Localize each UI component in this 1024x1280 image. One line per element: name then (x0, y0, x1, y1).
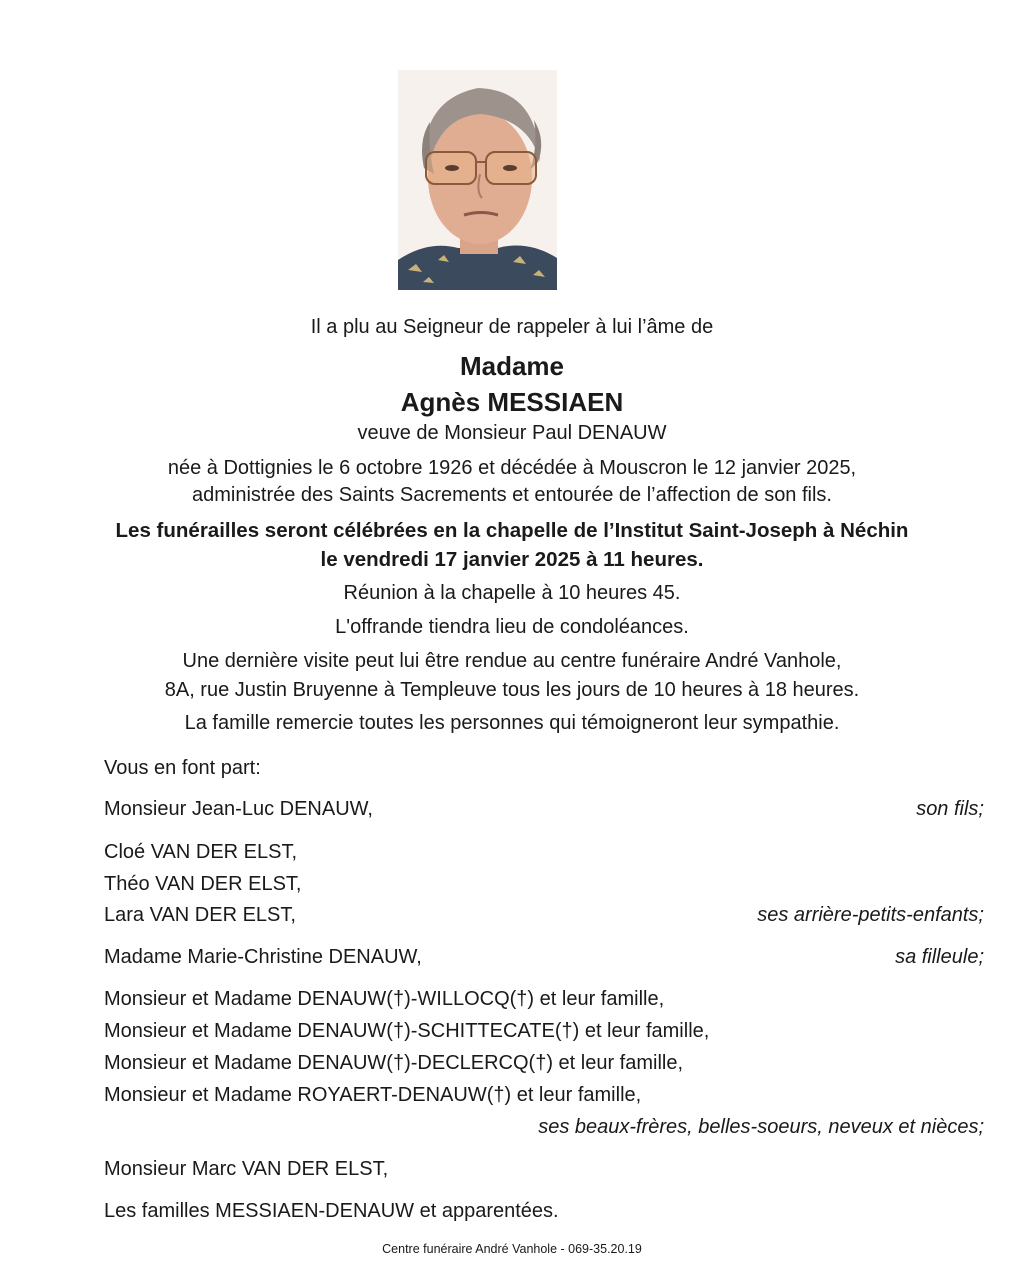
intro-text: Il a plu au Seigneur de rappeler à lui l’âme de (310, 316, 714, 338)
funeral-date: le vendredi 17 janvier 2025 à 11 heures. (320, 548, 704, 571)
widow-of-text: veuve de Monsieur Paul DENAUW (357, 422, 667, 444)
offering-text: L'offrande tiendra lieu de condoléances. (335, 616, 689, 638)
visit-text-2: 8A, rue Justin Bruyenne à Templeuve tous les jours de 10 heures à 18 heures. (164, 679, 860, 701)
thanks-text: La famille remercie toutes les personnes qui témoigneront leur sympathie. (184, 712, 840, 734)
birth-death-text: née à Dottignies le 6 octobre 1926 et décédée à Mouscron le 12 janvier 2025, (167, 457, 857, 479)
family-row: Monsieur et Madame DENAUW(†)-WILLOCQ(†) et leur famille, (104, 988, 665, 1010)
honorific-title: Madame (459, 351, 565, 381)
family-row: Monsieur et Madame DENAUW(†)-SCHITTECATE(†) et leur famille, (104, 1020, 710, 1042)
inlaws-relation: ses beaux-frères, belles-soeurs, neveux et nièces; (538, 1116, 984, 1138)
visit-text-1: Une dernière visite peut lui être rendue au centre funéraire André Vanhole, (182, 650, 842, 672)
family-row: Théo VAN DER ELST, (104, 873, 302, 895)
meeting-text: Réunion à la chapelle à 10 heures 45. (343, 582, 681, 604)
family-row: Monsieur et Madame ROYAERT-DENAUW(†) et leur famille, (104, 1084, 642, 1106)
announce-text: Vous en font part: (104, 757, 261, 779)
footer-contact: Centre funéraire André Vanhole - 069-35.20.19 (382, 1242, 642, 1256)
family-row: Lara VAN DER ELST, ses arrière-petits-enfants; (104, 904, 984, 926)
deceased-name: Agnès MESSIAEN (400, 387, 624, 417)
family-row: Monsieur et Madame DENAUW(†)-DECLERCQ(†) et leur famille, (104, 1052, 684, 1074)
family-row: Monsieur Jean-Luc DENAUW, son fils; (104, 798, 984, 820)
family-row: Monsieur Marc VAN DER ELST, (104, 1158, 389, 1180)
sacraments-text: administrée des Saints Sacrements et entourée de l’affection de son fils. (192, 484, 832, 506)
funeral-location: Les funérailles seront célébrées en la chapelle de l’Institut Saint-Joseph à Néchin (115, 519, 909, 542)
family-row: Les familles MESSIAEN-DENAUW et apparentées. (104, 1200, 559, 1222)
portrait-photo (398, 70, 557, 290)
family-row: Cloé VAN DER ELST, (104, 841, 298, 863)
family-row: Madame Marie-Christine DENAUW, sa filleule; (104, 946, 984, 968)
